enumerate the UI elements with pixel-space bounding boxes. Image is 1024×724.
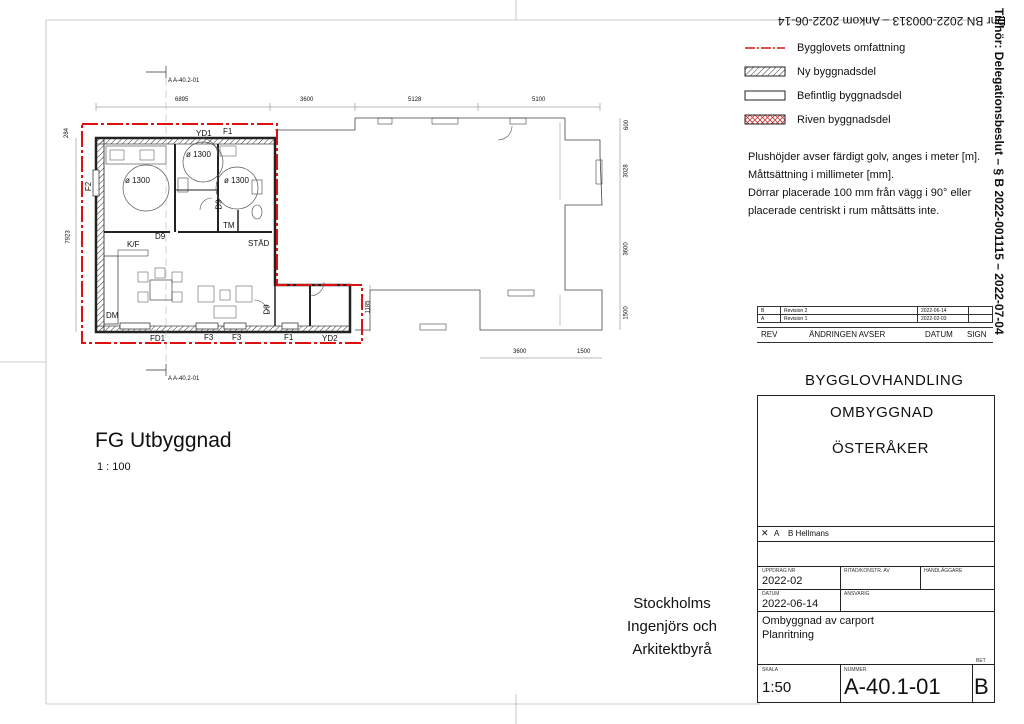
drawing-title: FG Utbyggnad <box>95 429 232 452</box>
label-d9-a: D9 <box>155 232 166 241</box>
revision-row: A Revision 1 2022-02-03 <box>758 315 993 323</box>
dim-right-2: 3028 <box>623 164 630 178</box>
circle-label-1: ø 1300 <box>125 176 150 185</box>
dim-mid: 1185 <box>365 300 372 314</box>
note-3: Dörrar placerade 100 mm från vägg i 90° eller placerade centriskt i rum måttsätts inte. <box>748 187 972 217</box>
dim-top-4: 5100 <box>532 97 546 103</box>
date: 2022-06-14 <box>762 598 819 610</box>
legend-outline-swatch <box>745 91 785 100</box>
section-ref-bottom: A A-40.2-01 <box>168 376 200 382</box>
stamp-regular: Dnr BN 2022-000313 – Ankom 2022-06-14 <box>777 14 1006 28</box>
dim-bottom-1: 3600 <box>513 349 527 355</box>
dim-right-3: 3600 <box>623 242 630 256</box>
drawing-number: A-40.1-01 <box>844 674 941 699</box>
legend-hatch-swatch <box>745 67 785 76</box>
dim-top-3: 5128 <box>408 97 422 103</box>
legend-crosshatch-swatch <box>745 115 785 124</box>
title-project: OMBYGGNAD <box>830 404 934 421</box>
uppdrag-nr: 2022-02 <box>762 575 803 587</box>
drawing-scale: 1 : 100 <box>97 461 131 473</box>
revision-row: B Revision 2 2022-06-14 <box>758 307 993 315</box>
label-f2: F2 <box>84 181 94 192</box>
revision-letter: B <box>974 674 989 699</box>
dim-top-2: 3600 <box>300 97 314 103</box>
label-d9-b: D9 <box>214 199 224 210</box>
description-1: Ombyggnad av carport <box>762 615 874 627</box>
dim-right-4: 1500 <box>623 306 630 320</box>
dim-bottom-2: 1500 <box>577 349 591 355</box>
notes <box>748 148 998 220</box>
label-yd1: YD1 <box>196 129 212 138</box>
revision-header: REV ÄNDRINGEN AVSER DATUM SIGN <box>757 327 993 343</box>
note-2: Måttsättning i millimeter [mm]. <box>748 169 895 181</box>
label-stad: STÄD <box>248 239 270 248</box>
title-place: ÖSTERÅKER <box>832 440 930 457</box>
title-type: BYGGLOVHANDLING <box>805 372 964 389</box>
dim-left: 7923 <box>65 230 72 244</box>
designer: B Hellmans <box>788 529 829 538</box>
scale-value: 1:50 <box>762 679 792 696</box>
revision-table <box>757 306 993 323</box>
note-1: Plushöjder avser färdigt golv, anges i meter [m]. <box>748 151 981 163</box>
label-fd1: FD1 <box>150 334 166 343</box>
title-block: OMBYGGNAD ÖSTERÅKER ✕ A B Hellmans UPPDRAG NR RITAD/KONSTR. AV HANDLÄGGARE 2022-02 DATUM ANSVARIG 2022-06-14 Ombyggnad av carport Planritning SKALA NUMMER BET 1:50 A-40.1-01 B <box>757 395 995 703</box>
label-f3-a: F3 <box>204 333 214 342</box>
label-f1-bottom: F1 <box>284 333 294 342</box>
firm-name: Stockholms Ingenjörs och Arkitektbyrå <box>626 595 718 658</box>
dim-top-1: 6895 <box>175 97 189 103</box>
designer-row: ✕ A B Hellmans <box>758 526 994 542</box>
circle-label-3: ø 1300 <box>224 176 249 185</box>
circle-label-2: ø 1300 <box>186 150 211 159</box>
description-2: Planritning <box>762 629 814 641</box>
stamp-bold: Tillhör: Delegationsbeslut – § B 2022-001115 – 2022-07-04 <box>992 8 1006 335</box>
label-yd2: YD2 <box>322 334 338 343</box>
label-kf: K/F <box>127 240 140 249</box>
label-dm: DM <box>106 311 119 320</box>
label-tm: TM <box>223 221 235 230</box>
section-ref-top: A A-40.2-01 <box>168 78 200 84</box>
label-f3-b: F3 <box>232 333 242 342</box>
label-d9-c: D9 <box>262 304 272 315</box>
dim-left-small: 284 <box>64 127 71 139</box>
dim-right-1: 600 <box>624 119 631 131</box>
label-f1-top: F1 <box>223 127 233 136</box>
